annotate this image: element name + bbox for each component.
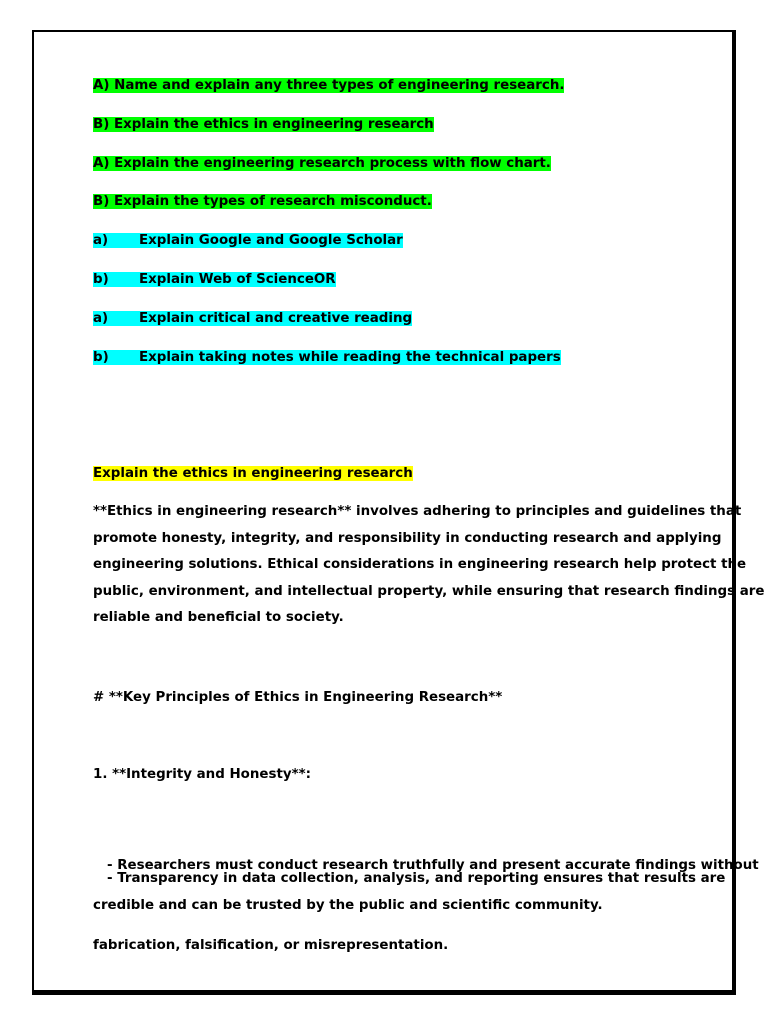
bullet-1-line: - Researchers must conduct research truthfully and present accurate findings without (93, 858, 759, 873)
subquestion-4-label: b) (93, 350, 109, 365)
subquestion-2-label: b) (93, 272, 109, 287)
question-2 (93, 116, 434, 133)
subquestion-3-label: a) (93, 311, 109, 326)
subquestion-4 (93, 349, 561, 366)
question-1 (93, 77, 564, 94)
principle-title-text: 1. **Integrity and Honesty**: (93, 767, 311, 782)
bullet-2-line: credible and can be trusted by the public and scientific community. (93, 897, 603, 913)
intro-line: promote honesty, integrity, and responsibility in conducting research and applying (93, 530, 722, 546)
subquestion-3-text: Explain critical and creative reading (139, 311, 413, 326)
question-2-text: B) Explain the ethics in engineering research (93, 117, 434, 132)
bullet-1-line: fabrication, falsification, or misrepresentation. (93, 937, 449, 953)
intro-paragraph (93, 499, 765, 632)
question-4-text: B) Explain the types of research misconduct. (93, 194, 432, 209)
subquestion-4-text: Explain taking notes while reading the technical papers (139, 350, 561, 365)
intro-line: **Ethics in engineering research** involves adhering to principles and guidelines that (93, 504, 742, 519)
subquestion-1-label: a) (93, 233, 109, 248)
answer-heading-text: Explain the ethics in engineering research (93, 466, 413, 481)
bullet-2 (93, 866, 726, 919)
subquestion-3 (93, 310, 412, 327)
question-3-text: A) Explain the engineering research process with flow chart. (93, 156, 551, 171)
question-1-text: A) Name and explain any three types of engineering research. (93, 78, 565, 93)
intro-line: public, environment, and intellectual property, while ensuring that research findings are (93, 583, 765, 599)
section-heading (93, 689, 502, 706)
section-heading-text: # **Key Principles of Ethics in Engineering Research** (93, 690, 503, 705)
subquestion-2-text: Explain Web of ScienceOR (139, 272, 336, 287)
answer-heading (93, 465, 413, 482)
question-4 (93, 193, 432, 210)
subquestion-1-text: Explain Google and Google Scholar (139, 233, 403, 248)
question-3 (93, 155, 551, 172)
subquestion-3-highlight (93, 311, 412, 326)
subquestion-2 (93, 271, 336, 288)
bullet-2-line: - Transparency in data collection, analysis, and reporting ensures that results are (93, 871, 726, 886)
subquestion-1-highlight (93, 233, 403, 248)
subquestion-1 (93, 232, 403, 249)
intro-line: reliable and beneficial to society. (93, 610, 344, 625)
subquestion-2-highlight (93, 272, 336, 287)
intro-line: engineering solutions. Ethical considerations in engineering research help protect the (93, 557, 747, 572)
principle-title (93, 766, 311, 783)
subquestion-4-highlight (93, 350, 561, 365)
